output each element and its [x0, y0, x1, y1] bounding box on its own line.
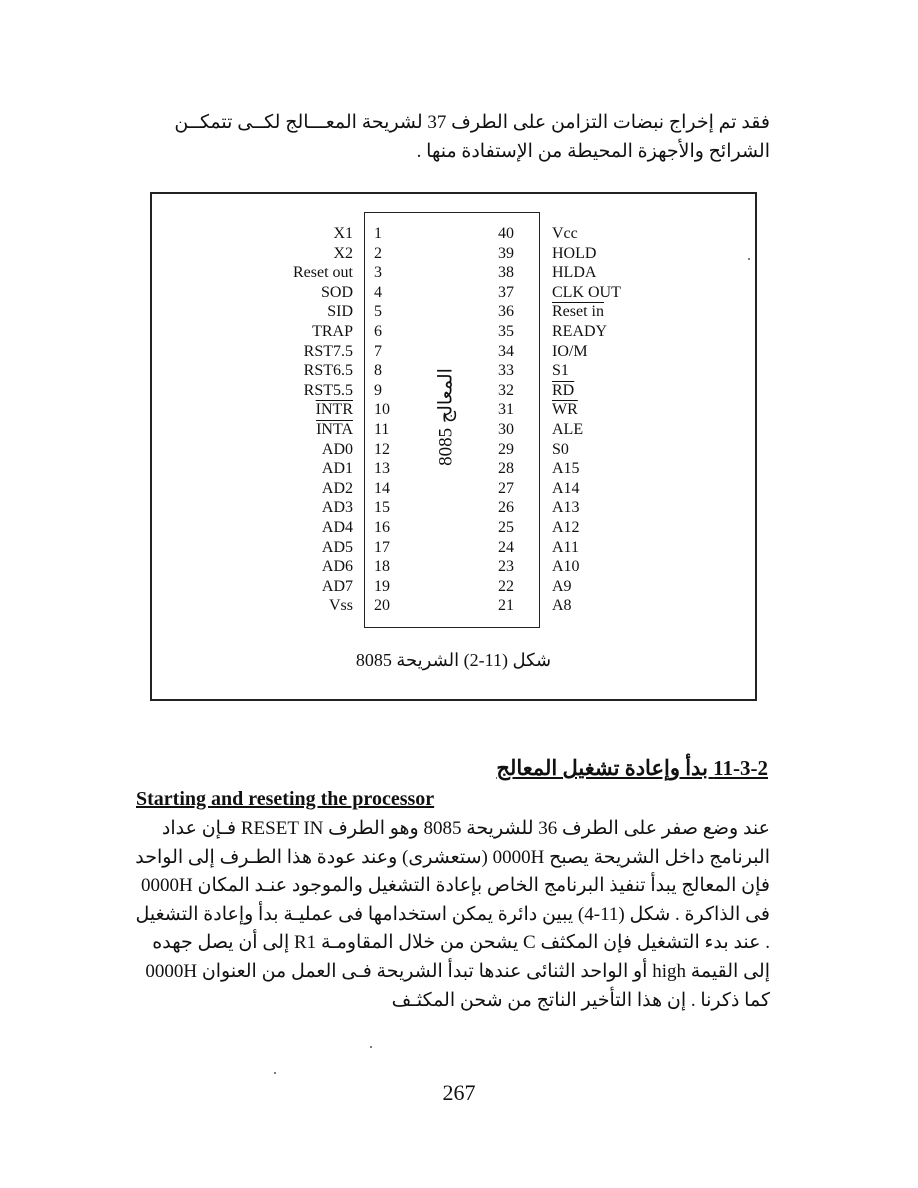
right-pin-label: A15: [552, 460, 580, 478]
left-pin-label: Reset out: [293, 264, 353, 282]
right-pin-label: $\overline{RD}$: [552, 381, 575, 399]
right-pin-number: 37: [498, 283, 514, 301]
left-pin-number: 4: [374, 283, 382, 301]
left-pin-number: 11: [374, 421, 390, 438]
right-pin-number: 29: [498, 440, 514, 458]
left-pin-label: AD5: [321, 538, 353, 556]
chip-name: 8085 المعالج: [435, 368, 457, 466]
left-pin-label: AD3: [321, 499, 353, 517]
left-pin-number: 16: [374, 519, 390, 536]
right-pin-number: 38: [498, 264, 514, 282]
left-pin-number: 3: [374, 264, 382, 282]
left-pin-number: 18: [374, 558, 390, 576]
right-pin-label: A13: [552, 499, 580, 517]
left-pin-label: RST6.5: [303, 362, 353, 380]
right-pin-label: S1: [552, 362, 569, 380]
left-pin-number: 12: [374, 440, 390, 458]
right-pin-number: 34: [498, 342, 514, 360]
right-pin-label: A11: [552, 538, 579, 556]
right-pin-number: 26: [498, 499, 514, 517]
english-section-title: Starting and reseting the processor: [136, 788, 435, 810]
right-pin-label: ALE: [552, 421, 584, 438]
left-pin-number: 2: [374, 244, 382, 262]
right-pin-number: 21: [498, 597, 514, 615]
left-pin-label: INTR: [315, 401, 353, 419]
left-pin-number: 20: [374, 597, 390, 615]
left-pin-label: X2: [333, 244, 353, 262]
right-pin-number: 35: [498, 323, 514, 340]
page-number: 267: [442, 1080, 476, 1105]
right-pin-number: 28: [498, 460, 514, 478]
left-pin-number: 10: [374, 401, 390, 419]
right-pin-number: 32: [498, 381, 514, 399]
right-pin-number: 40: [498, 225, 514, 242]
left-pin-number: 8: [374, 362, 382, 380]
left-pin-label: AD2: [321, 479, 353, 497]
left-pin-number: 19: [374, 577, 390, 595]
right-pin-number: 27: [498, 479, 514, 497]
left-pin-label: RST7.5: [303, 342, 353, 360]
right-pin-number: 33: [498, 362, 514, 380]
left-pin-label: TRAP: [312, 323, 353, 340]
left-pin-label: SID: [327, 303, 353, 321]
left-pin-label: AD6: [321, 558, 353, 576]
right-pin-label: A8: [552, 597, 572, 615]
section-title: 11-3-2 بدأ وإعادة تشغيل المعالج: [496, 756, 768, 780]
right-pin-label: READY: [552, 323, 608, 340]
scan-speck: [748, 258, 750, 260]
right-pin-number: 30: [498, 421, 514, 438]
left-pin-number: 15: [374, 499, 390, 517]
left-pin-label: INTA: [316, 421, 353, 438]
left-pin-number: 9: [374, 381, 382, 399]
left-pin-label: AD1: [321, 460, 353, 478]
body-paragraph: عند وضع صفر على الطرف 36 للشريحة 8085 وهو الطرف RESET IN فـإن عداد البرنامج داخل الشريحة يصبح 0000H (ستعشرى) وعند عودة هذا الطـرف إلى الواحد فإن المعالج يبدأ تنفيذ البرنامج الخاص بإعادة التشغيل والموجود عنـد المكان 0000H فى الذاكرة . شكل (11-4) يبين دائرة يمكن استخدامها فى عمليـة بدأ وإعادة التشغيل . عند بدء التشغيل فإن المكثف C يشحن من خلال المقاومـة R1 إلى أن يصل جهده إلى القيمة high أو الواحد الثنائى عندها تبدأ الشريحة فـى العمل من العنوان 0000H كما ذكرنا . إن هذا التأخير الناتج من شحن المكثـف: [135, 818, 770, 1011]
left-pin-number: 6: [374, 323, 382, 340]
right-pin-label: HLDA: [552, 264, 597, 282]
right-pin-number: 31: [498, 401, 514, 419]
right-pin-number: 24: [498, 538, 514, 556]
right-pin-label: A14: [552, 479, 580, 497]
right-pin-label: $\overline{WR}$: [552, 401, 578, 419]
right-pin-label: IO/M: [552, 342, 588, 360]
left-pin-label: AD7: [321, 577, 353, 595]
left-pin-number: 5: [374, 303, 382, 321]
left-pin-label: AD4: [321, 519, 353, 536]
right-pin-number: 36: [498, 303, 514, 321]
right-pin-label: Vcc: [552, 225, 578, 242]
right-pin-label: Reset in: [552, 303, 604, 321]
right-pin-number: 39: [498, 244, 514, 262]
left-pin-label: X1: [333, 225, 353, 242]
right-pin-label: A10: [552, 558, 580, 576]
right-pin-number: 22: [498, 577, 514, 595]
left-pin-label: RST5.5: [303, 381, 353, 399]
scan-speck: [370, 1046, 372, 1048]
right-pin-label: A12: [552, 519, 580, 536]
scan-speck: [274, 1072, 276, 1074]
right-pin-label: S0: [552, 440, 569, 458]
left-pin-label: SOD: [320, 283, 353, 301]
left-pin-label: AD0: [321, 440, 353, 458]
right-pin-label: HOLD: [552, 244, 597, 262]
left-pin-label: Vss: [328, 597, 353, 615]
left-pin-number: 7: [374, 342, 382, 360]
intro-paragraph: فقد تم إخراج نبضات التزامن على الطرف 37 لشريحة المعـــالج لكــى تتمكــن الشرائح والأجهزة المحيطة من الإستفادة منها .: [174, 112, 770, 162]
left-pin-number: 1: [374, 225, 382, 242]
left-pin-number: 14: [374, 479, 390, 497]
pinout-figure: [150, 192, 757, 701]
right-pin-label: CLK OUT: [552, 283, 621, 301]
figure-caption: شكل (11-2) الشريحة 8085: [355, 650, 552, 670]
right-pin-number: 23: [498, 558, 514, 576]
left-pin-number: 13: [374, 460, 390, 478]
right-pin-number: 25: [498, 519, 514, 536]
left-pin-number: 17: [374, 538, 390, 556]
right-pin-label: A9: [552, 577, 572, 595]
